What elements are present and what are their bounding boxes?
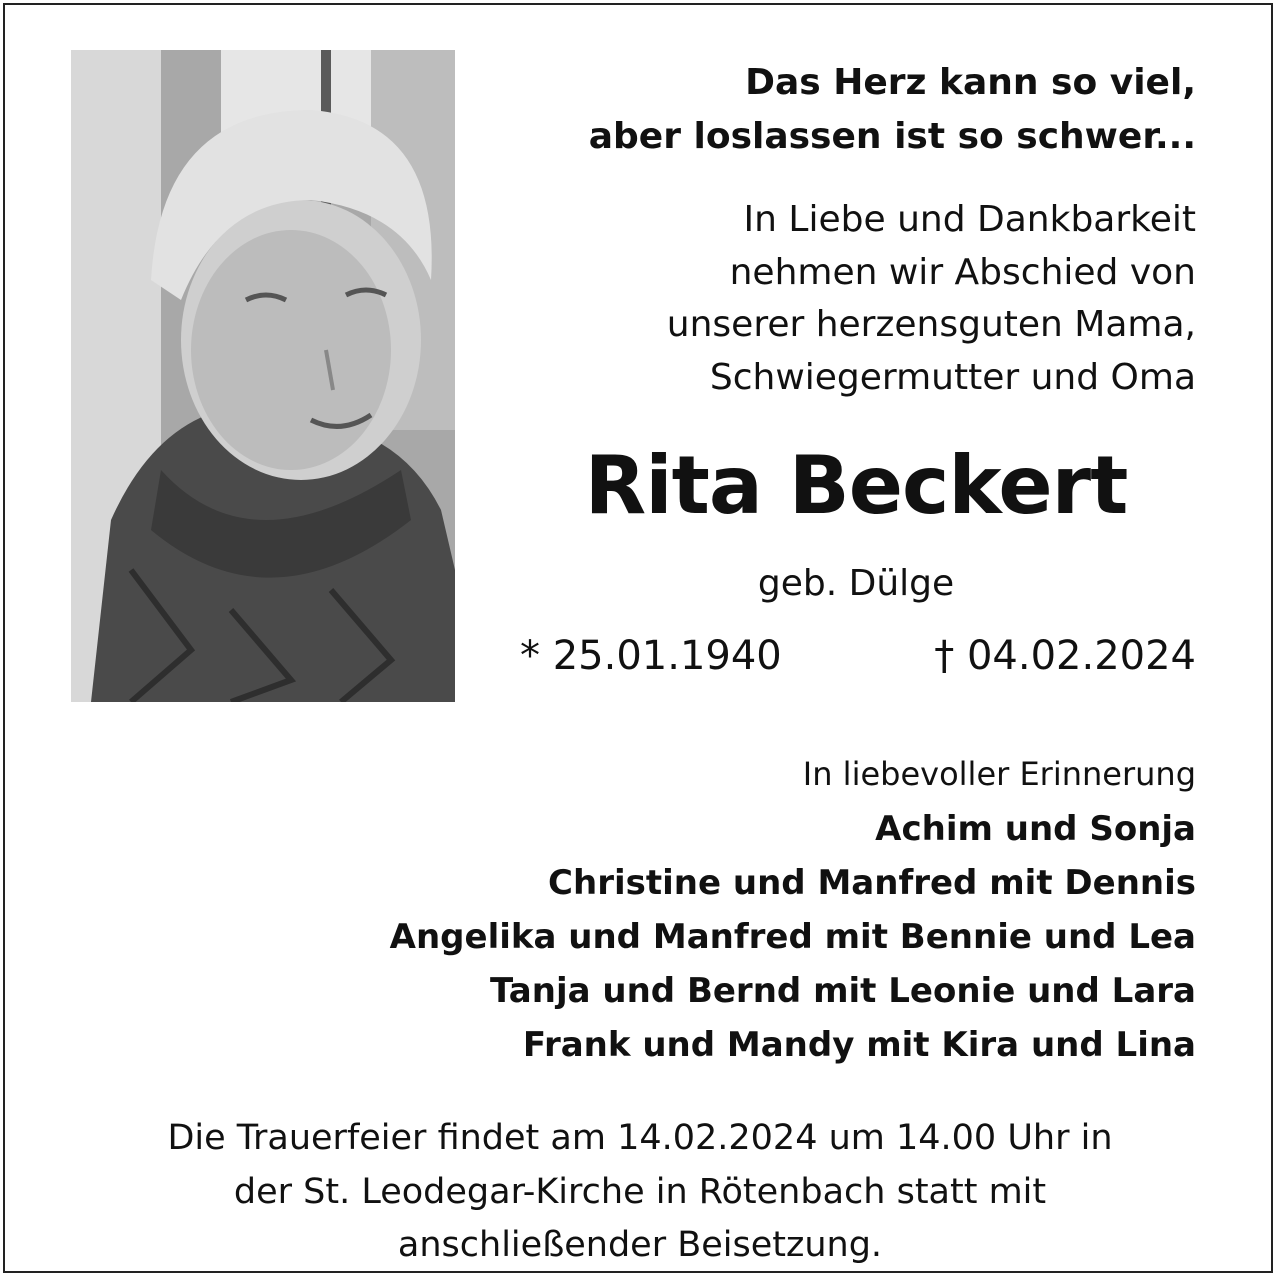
intro-line: unserer herzensguten Mama, bbox=[666, 304, 1196, 345]
mourner-line: Achim und Sonja bbox=[875, 809, 1196, 849]
ceremony-line: anschließender Beisetzung. bbox=[397, 1225, 883, 1265]
ceremony-line: Die Trauerfeier findet am 14.02.2024 um 14.00 Uhr in bbox=[167, 1118, 1113, 1158]
mourner-line: Frank und Mandy mit Kira und Lina bbox=[522, 1025, 1196, 1065]
intro-line: Schwiegermutter und Oma bbox=[709, 356, 1196, 398]
ceremony-line: der St. Leodegar-Kirche in Rötenbach statt mit bbox=[233, 1171, 1047, 1212]
motto-block bbox=[589, 56, 1196, 164]
ceremony-info bbox=[40, 1112, 1240, 1273]
motto-line: Das Herz kann so viel, bbox=[745, 62, 1196, 103]
death-date: † 04.02.2024 bbox=[934, 633, 1196, 679]
mourner-line: Tanja und Bernd mit Leonie und Lara bbox=[489, 971, 1196, 1011]
motto-line: aber loslassen ist so schwer... bbox=[588, 116, 1196, 157]
mourner-line: Angelika und Manfred mit Bennie und Lea bbox=[389, 917, 1196, 957]
memory-label: In liebevoller Erinnerung bbox=[802, 755, 1196, 793]
intro-block bbox=[667, 194, 1196, 404]
intro-line: nehmen wir Abschied von bbox=[729, 251, 1196, 293]
mourners-list bbox=[390, 802, 1196, 1072]
deceased-name: Rita Beckert bbox=[584, 439, 1128, 532]
birth-name: geb. Dülge bbox=[757, 563, 955, 604]
birth-date: * 25.01.1940 bbox=[520, 633, 782, 679]
portrait-image bbox=[71, 50, 455, 702]
intro-line: In Liebe und Dankbarkeit bbox=[743, 199, 1196, 240]
mourner-line: Christine und Manfred mit Dennis bbox=[548, 863, 1196, 903]
portrait-photo bbox=[71, 50, 455, 702]
